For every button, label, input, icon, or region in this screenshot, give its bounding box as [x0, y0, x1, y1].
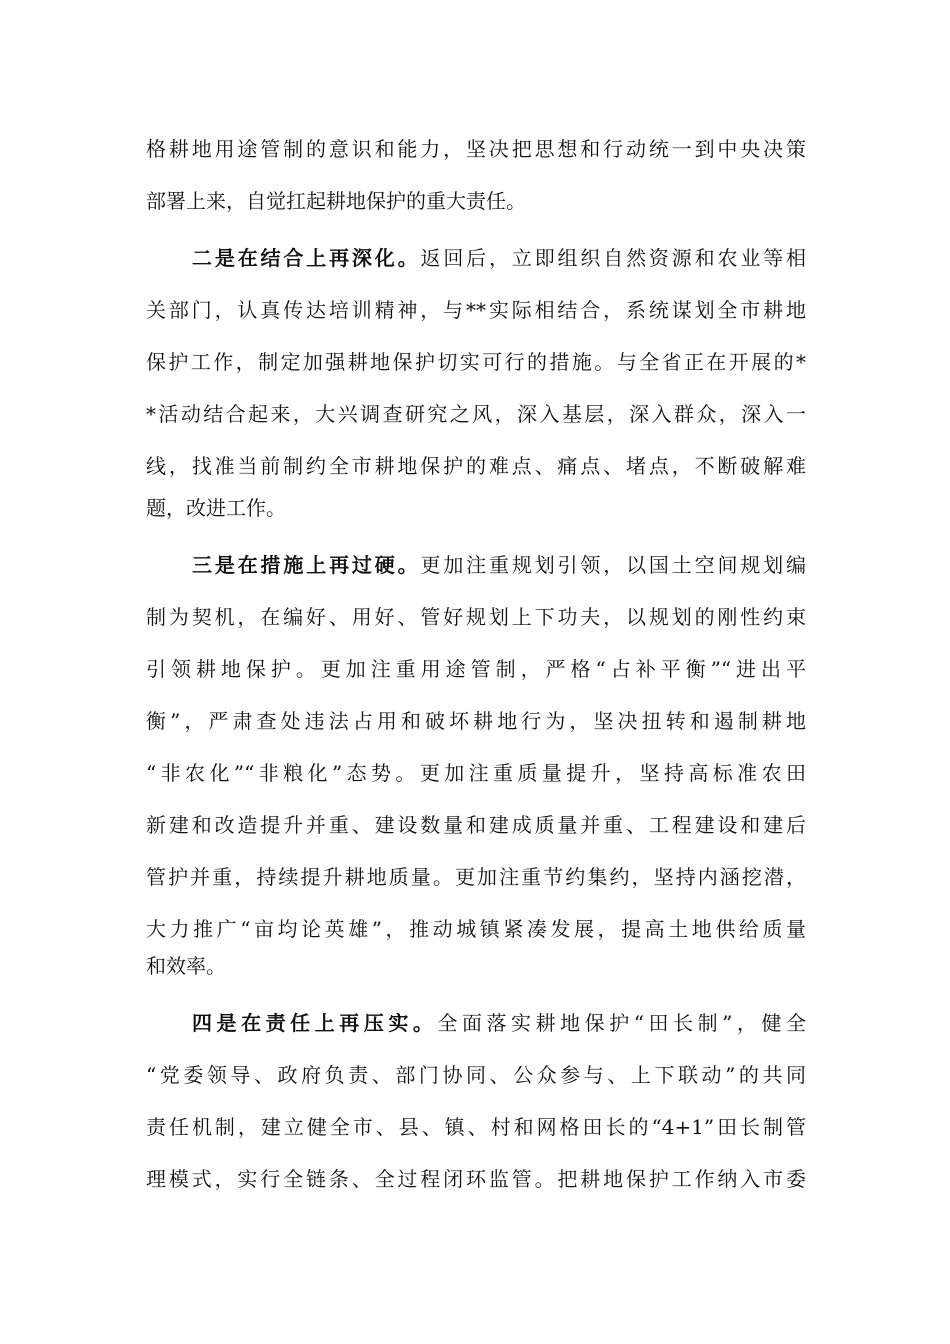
paragraph-heading: 四是在责任上再压实。	[192, 1011, 438, 1035]
line-text: 理模式，实行全链条、全过程闭环监管。把耕地保护工作纳入市委	[146, 1167, 806, 1191]
text-line	[146, 1107, 806, 1147]
text-line	[146, 446, 806, 486]
text-line	[146, 753, 806, 793]
text-line	[146, 909, 806, 949]
text-line	[146, 857, 806, 897]
line-text: “非农化”“非粮化”态势。更加注重质量提升，坚持高标准农田	[146, 761, 806, 785]
text-line	[146, 805, 806, 845]
text-line	[146, 701, 806, 741]
line-text: 管护并重，持续提升耕地质量。更加注重节约集约，坚持内涵挖潜，	[146, 865, 806, 889]
text-line	[146, 342, 806, 382]
line-text: 责任机制，建立健全市、县、镇、村和网格田长的“4+1”田长制管	[146, 1115, 806, 1139]
line-text: 关部门，认真传达培训精神，与**实际相结合，系统谋划全市耕地	[146, 298, 806, 322]
text-line	[146, 488, 806, 528]
line-text: 返回后，立即组织自然资源和农业等相	[420, 246, 807, 270]
line-text: 线，找准当前制约全市耕地保护的难点、痛点、堵点，不断破解难	[146, 454, 806, 478]
text-line	[146, 1055, 806, 1095]
text-line	[146, 129, 806, 169]
text-line	[146, 290, 806, 330]
line-text: 题，改进工作。	[146, 496, 286, 520]
text-line	[146, 394, 806, 434]
line-text: “党委领导、政府负责、部门协同、公众参与、上下联动”的共同	[146, 1063, 806, 1087]
text-line	[146, 1159, 806, 1199]
line-text: *活动结合起来，大兴调查研究之风，深入基层，深入群众，深入一	[146, 402, 806, 426]
text-line	[146, 597, 806, 637]
paragraph-heading: 三是在措施上再过硬。	[192, 553, 421, 577]
text-line	[146, 946, 806, 986]
line-text: 和效率。	[146, 954, 226, 978]
line-text: 引领耕地保护。更加注重用途管制，严格“占补平衡”“进出平	[146, 657, 806, 681]
line-text: 更加注重规划引领，以国土空间规划编	[420, 553, 807, 577]
paragraph-4-first-line	[192, 1003, 806, 1043]
line-text: 新建和改造提升并重、建设数量和建成质量并重、工程建设和建后	[146, 813, 806, 837]
line-text: 衡”，严肃查处违法占用和破坏耕地行为，坚决扭转和遏制耕地	[146, 709, 806, 733]
paragraph-2-first-line	[192, 238, 806, 278]
text-line	[146, 649, 806, 689]
line-text: 格耕地用途管制的意识和能力，坚决把思想和行动统一到中央决策	[146, 137, 806, 161]
line-text: 保护工作，制定加强耕地保护切实可行的措施。与全省正在开展的*	[146, 350, 806, 374]
paragraph-heading: 二是在结合上再深化。	[192, 246, 421, 270]
line-text: 部署上来，自觉扛起耕地保护的重大责任。	[146, 189, 526, 213]
line-text: 制为契机，在编好、用好、管好规划上下功夫，以规划的刚性约束	[146, 605, 806, 629]
line-text: 全面落实耕地保护“田长制”，健全	[437, 1011, 806, 1035]
paragraph-3-first-line	[192, 545, 806, 585]
text-line	[146, 181, 806, 221]
line-text: 大力推广“亩均论英雄”，推动城镇紧凑发展，提高土地供给质量	[146, 917, 806, 941]
